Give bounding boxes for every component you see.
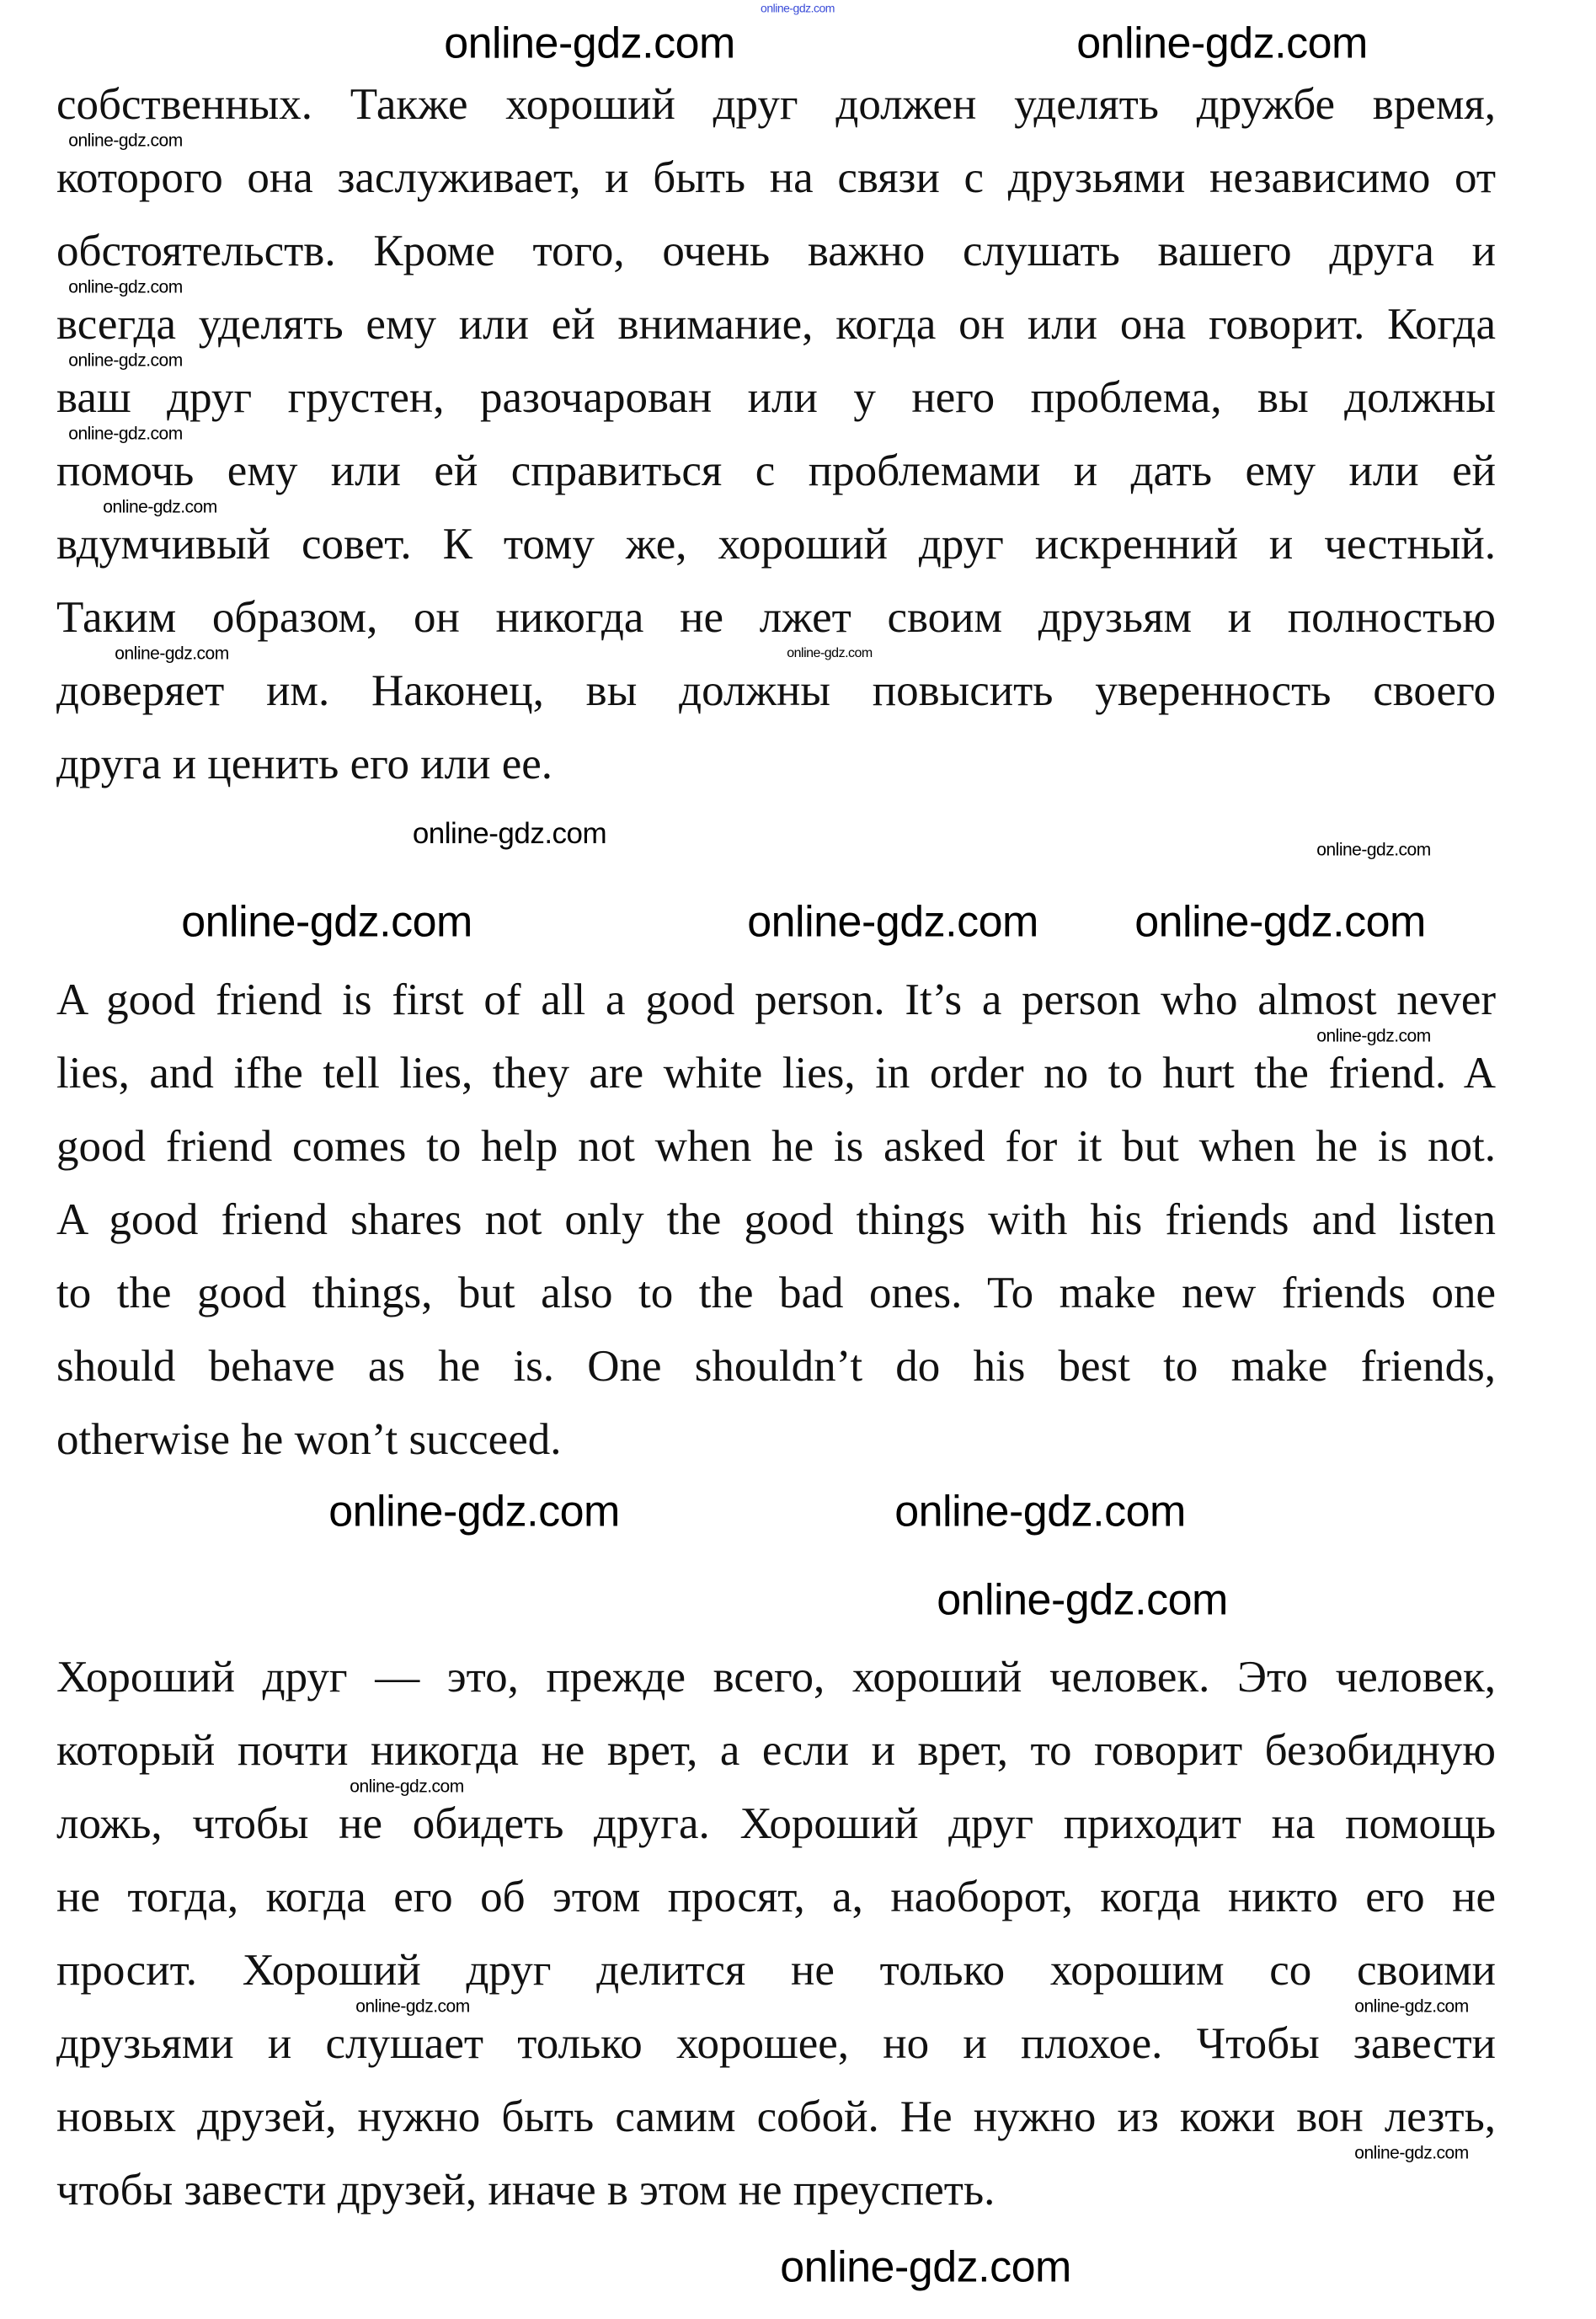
watermark-header: online-gdz.com (761, 1, 835, 15)
watermark: online-gdz.com (1316, 1026, 1431, 1046)
watermark: online-gdz.com (1354, 2143, 1469, 2163)
watermark: online-gdz.com (355, 1996, 470, 2017)
text-line: помочь ему или ей справиться с проблемами и дать ему или ей (56, 446, 1496, 495)
text-line: Хороший друг — это, прежде всего, хороший человек. Это человек, (56, 1652, 1496, 1702)
watermark-large: online-gdz.com (894, 1487, 1186, 1536)
text-line: друга и ценить его или ее. (56, 739, 553, 788)
text-line: ваш друг грустен, разочарован или у него проблема, вы должны (56, 372, 1496, 422)
paragraph-russian-1 (56, 79, 1496, 789)
watermark-large: online-gdz.com (328, 1487, 620, 1536)
watermark: online-gdz.com (68, 350, 183, 371)
watermark: online-gdz.com (68, 277, 183, 297)
watermark: online-gdz.com (68, 131, 183, 151)
watermark: online-gdz.com (1316, 840, 1431, 860)
text-line: A good friend is first of all a good person. It’s a person who almost never (56, 975, 1496, 1024)
text-line: всегда уделять ему или ей внимание, когда он или она говорит. Когда (56, 299, 1496, 349)
text-line: otherwise he won’t succeed. (56, 1414, 562, 1464)
text-line: новых друзей, нужно быть самим собой. Не нужно из кожи вон лезть, (56, 2092, 1496, 2141)
paragraph-russian-2 (56, 1652, 1496, 2215)
watermark: online-gdz.com (103, 497, 217, 517)
paragraph-english (56, 975, 1496, 1465)
text-line: вдумчивый совет. К тому же, хороший друг искренний и честный. (56, 519, 1496, 569)
watermark: online-gdz.com (115, 644, 229, 664)
text-line: чтобы завести друзей, иначе в этом не преуспеть. (56, 2165, 995, 2215)
text-line: A good friend shares not only the good things with his friends and listen (56, 1194, 1496, 1244)
text-line: которого она заслуживает, и быть на связи с друзьями независимо от (56, 152, 1496, 202)
text-line: обстоятельств. Кроме того, очень важно слушать вашего друга и (56, 226, 1496, 275)
watermark: online-gdz.com (68, 424, 183, 444)
watermark-large: online-gdz.com (780, 2242, 1071, 2292)
text-line: to the good things, but also to the bad ones. To make new friends one (56, 1268, 1496, 1317)
text-line: просит. Хороший друг делится не только хорошим со своими (56, 1945, 1496, 1995)
watermark-large: online-gdz.com (937, 1575, 1228, 1625)
watermark-large: online-gdz.com (1076, 19, 1368, 68)
watermark: online-gdz.com (350, 1777, 464, 1797)
text-line: который почти никогда не врет, а если и врет, то говорит безобидную (56, 1725, 1496, 1775)
text-line: lies, and ifhe tell lies, they are white lies, in order no to hurt the friend. A (56, 1048, 1496, 1098)
text-line: ложь, чтобы не обидеть друга. Хороший друг приходит на помощь (56, 1798, 1496, 1848)
text-line: доверяет им. Наконец, вы должны повысить уверенность своего (56, 665, 1496, 715)
watermark-large: online-gdz.com (181, 897, 472, 947)
text-line: собственных. Также хороший друг должен уделять дружбе время, (56, 79, 1496, 129)
text-line: should behave as he is. One shouldn’t do his best to make friends, (56, 1341, 1496, 1391)
text-line: Таким образом, он никогда не лжет своим друзьям и полностью (56, 592, 1496, 642)
text-line: не тогда, когда его об этом просят, а, наоборот, когда никто его не (56, 1872, 1496, 1921)
text-line: good friend comes to help not when he is asked for it but when he is not. (56, 1121, 1496, 1171)
watermark: online-gdz.com (1354, 1996, 1469, 2017)
watermark-medium: online-gdz.com (412, 816, 607, 850)
watermark-large: online-gdz.com (1134, 897, 1426, 947)
watermark-large: online-gdz.com (444, 19, 735, 68)
watermark-large: online-gdz.com (747, 897, 1038, 947)
watermark: online-gdz.com (787, 646, 873, 661)
text-line: друзьями и слушает только хорошее, но и плохое. Чтобы завести (56, 2018, 1496, 2068)
